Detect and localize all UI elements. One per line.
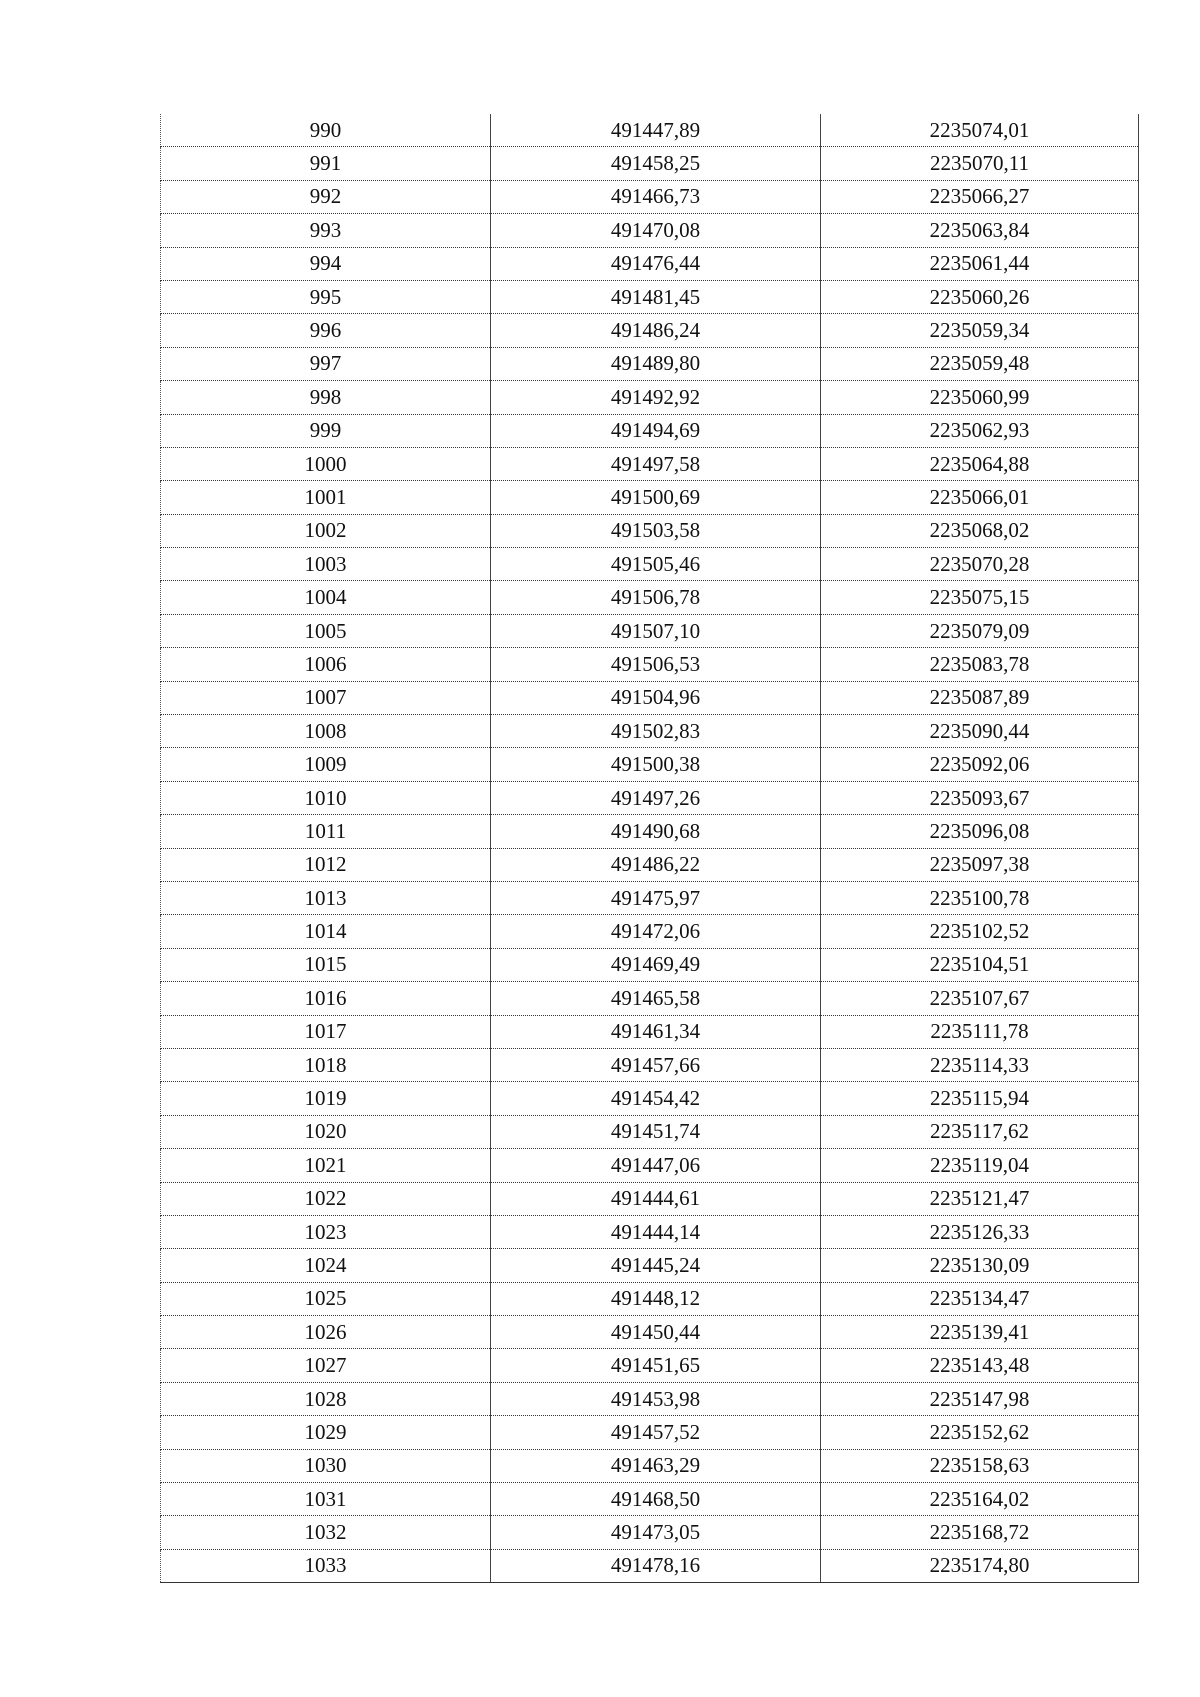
y-coordinate-cell: 2235130,09 — [821, 1249, 1139, 1282]
table-row — [161, 915, 1139, 948]
x-coordinate-cell: 491448,12 — [491, 1282, 821, 1315]
point-number-cell: 1017 — [161, 1015, 491, 1048]
y-coordinate-cell: 2235093,67 — [821, 781, 1139, 814]
point-number-cell: 1026 — [161, 1316, 491, 1349]
point-number-cell: 1004 — [161, 581, 491, 614]
point-number-cell: 1001 — [161, 481, 491, 514]
table-row — [161, 481, 1139, 514]
y-coordinate-cell: 2235064,88 — [821, 447, 1139, 480]
point-number-cell: 996 — [161, 314, 491, 347]
table-row — [161, 1115, 1139, 1148]
point-number-cell: 1007 — [161, 681, 491, 714]
x-coordinate-cell: 491473,05 — [491, 1516, 821, 1549]
table-row — [161, 1249, 1139, 1282]
table-row — [161, 147, 1139, 180]
table-row — [161, 1015, 1139, 1048]
coordinates-table-body — [161, 114, 1139, 1583]
table-row — [161, 180, 1139, 213]
y-coordinate-cell: 2235117,62 — [821, 1115, 1139, 1148]
y-coordinate-cell: 2235060,99 — [821, 381, 1139, 414]
x-coordinate-cell: 491463,29 — [491, 1449, 821, 1482]
table-row — [161, 948, 1139, 981]
x-coordinate-cell: 491458,25 — [491, 147, 821, 180]
x-coordinate-cell: 491475,97 — [491, 881, 821, 914]
x-coordinate-cell: 491505,46 — [491, 548, 821, 581]
y-coordinate-cell: 2235126,33 — [821, 1215, 1139, 1248]
x-coordinate-cell: 491481,45 — [491, 280, 821, 313]
table-row — [161, 314, 1139, 347]
y-coordinate-cell: 2235158,63 — [821, 1449, 1139, 1482]
y-coordinate-cell: 2235075,15 — [821, 581, 1139, 614]
table-row — [161, 347, 1139, 380]
y-coordinate-cell: 2235068,02 — [821, 514, 1139, 547]
table-row — [161, 781, 1139, 814]
y-coordinate-cell: 2235111,78 — [821, 1015, 1139, 1048]
y-coordinate-cell: 2235174,80 — [821, 1549, 1139, 1582]
table-row — [161, 1316, 1139, 1349]
point-number-cell: 1000 — [161, 447, 491, 480]
x-coordinate-cell: 491451,65 — [491, 1349, 821, 1382]
table-row — [161, 815, 1139, 848]
y-coordinate-cell: 2235062,93 — [821, 414, 1139, 447]
y-coordinate-cell: 2235143,48 — [821, 1349, 1139, 1382]
point-number-cell: 1019 — [161, 1082, 491, 1115]
point-number-cell: 1032 — [161, 1516, 491, 1549]
y-coordinate-cell: 2235083,78 — [821, 648, 1139, 681]
x-coordinate-cell: 491500,69 — [491, 481, 821, 514]
y-coordinate-cell: 2235092,06 — [821, 748, 1139, 781]
table-row — [161, 581, 1139, 614]
x-coordinate-cell: 491489,80 — [491, 347, 821, 380]
x-coordinate-cell: 491507,10 — [491, 614, 821, 647]
table-row — [161, 1349, 1139, 1382]
point-number-cell: 1005 — [161, 614, 491, 647]
table-row — [161, 114, 1139, 147]
table-row — [161, 614, 1139, 647]
y-coordinate-cell: 2235087,89 — [821, 681, 1139, 714]
y-coordinate-cell: 2235115,94 — [821, 1082, 1139, 1115]
y-coordinate-cell: 2235114,33 — [821, 1048, 1139, 1081]
point-number-cell: 1031 — [161, 1483, 491, 1516]
table-row — [161, 715, 1139, 748]
point-number-cell: 1010 — [161, 781, 491, 814]
table-row — [161, 1082, 1139, 1115]
point-number-cell: 992 — [161, 180, 491, 213]
x-coordinate-cell: 491447,06 — [491, 1149, 821, 1182]
table-row — [161, 648, 1139, 681]
x-coordinate-cell: 491468,50 — [491, 1483, 821, 1516]
y-coordinate-cell: 2235097,38 — [821, 848, 1139, 881]
x-coordinate-cell: 491506,78 — [491, 581, 821, 614]
point-number-cell: 991 — [161, 147, 491, 180]
y-coordinate-cell: 2235164,02 — [821, 1483, 1139, 1516]
y-coordinate-cell: 2235074,01 — [821, 114, 1139, 147]
point-number-cell: 1002 — [161, 514, 491, 547]
x-coordinate-cell: 491465,58 — [491, 982, 821, 1015]
x-coordinate-cell: 491470,08 — [491, 214, 821, 247]
point-number-cell: 1012 — [161, 848, 491, 881]
table-row — [161, 1416, 1139, 1449]
table-row — [161, 1282, 1139, 1315]
y-coordinate-cell: 2235107,67 — [821, 982, 1139, 1015]
point-number-cell: 1027 — [161, 1349, 491, 1382]
table-row — [161, 681, 1139, 714]
point-number-cell: 1014 — [161, 915, 491, 948]
point-number-cell: 998 — [161, 381, 491, 414]
y-coordinate-cell: 2235079,09 — [821, 614, 1139, 647]
y-coordinate-cell: 2235096,08 — [821, 815, 1139, 848]
x-coordinate-cell: 491492,92 — [491, 381, 821, 414]
x-coordinate-cell: 491497,58 — [491, 447, 821, 480]
x-coordinate-cell: 491476,44 — [491, 247, 821, 280]
point-number-cell: 1024 — [161, 1249, 491, 1282]
y-coordinate-cell: 2235066,01 — [821, 481, 1139, 514]
point-number-cell: 1006 — [161, 648, 491, 681]
y-coordinate-cell: 2235147,98 — [821, 1382, 1139, 1415]
point-number-cell: 1003 — [161, 548, 491, 581]
x-coordinate-cell: 491478,16 — [491, 1549, 821, 1582]
x-coordinate-cell: 491457,66 — [491, 1048, 821, 1081]
y-coordinate-cell: 2235168,72 — [821, 1516, 1139, 1549]
point-number-cell: 1020 — [161, 1115, 491, 1148]
table-row — [161, 1182, 1139, 1215]
x-coordinate-cell: 491454,42 — [491, 1082, 821, 1115]
x-coordinate-cell: 491469,49 — [491, 948, 821, 981]
point-number-cell: 995 — [161, 280, 491, 313]
x-coordinate-cell: 491466,73 — [491, 180, 821, 213]
point-number-cell: 1016 — [161, 982, 491, 1015]
x-coordinate-cell: 491490,68 — [491, 815, 821, 848]
x-coordinate-cell: 491502,83 — [491, 715, 821, 748]
table-row — [161, 1549, 1139, 1582]
table-row — [161, 280, 1139, 313]
point-number-cell: 1022 — [161, 1182, 491, 1215]
point-number-cell: 1033 — [161, 1549, 491, 1582]
y-coordinate-cell: 2235134,47 — [821, 1282, 1139, 1315]
table-row — [161, 548, 1139, 581]
x-coordinate-cell: 491494,69 — [491, 414, 821, 447]
x-coordinate-cell: 491506,53 — [491, 648, 821, 681]
table-row — [161, 748, 1139, 781]
x-coordinate-cell: 491451,74 — [491, 1115, 821, 1148]
y-coordinate-cell: 2235139,41 — [821, 1316, 1139, 1349]
point-number-cell: 1018 — [161, 1048, 491, 1081]
x-coordinate-cell: 491450,44 — [491, 1316, 821, 1349]
x-coordinate-cell: 491486,24 — [491, 314, 821, 347]
y-coordinate-cell: 2235066,27 — [821, 180, 1139, 213]
point-number-cell: 999 — [161, 414, 491, 447]
table-row — [161, 214, 1139, 247]
x-coordinate-cell: 491444,14 — [491, 1215, 821, 1248]
point-number-cell: 1029 — [161, 1416, 491, 1449]
coordinates-table — [160, 114, 1139, 1583]
point-number-cell: 1015 — [161, 948, 491, 981]
x-coordinate-cell: 491444,61 — [491, 1182, 821, 1215]
x-coordinate-cell: 491500,38 — [491, 748, 821, 781]
y-coordinate-cell: 2235070,28 — [821, 548, 1139, 581]
x-coordinate-cell: 491504,96 — [491, 681, 821, 714]
point-number-cell: 993 — [161, 214, 491, 247]
table-row — [161, 447, 1139, 480]
x-coordinate-cell: 491497,26 — [491, 781, 821, 814]
point-number-cell: 1013 — [161, 881, 491, 914]
table-row — [161, 381, 1139, 414]
x-coordinate-cell: 491453,98 — [491, 1382, 821, 1415]
table-row — [161, 1516, 1139, 1549]
x-coordinate-cell: 491472,06 — [491, 915, 821, 948]
x-coordinate-cell: 491503,58 — [491, 514, 821, 547]
x-coordinate-cell: 491457,52 — [491, 1416, 821, 1449]
y-coordinate-cell: 2235090,44 — [821, 715, 1139, 748]
point-number-cell: 1028 — [161, 1382, 491, 1415]
table-row — [161, 982, 1139, 1015]
point-number-cell: 994 — [161, 247, 491, 280]
table-row — [161, 414, 1139, 447]
point-number-cell: 1030 — [161, 1449, 491, 1482]
point-number-cell: 990 — [161, 114, 491, 147]
y-coordinate-cell: 2235059,34 — [821, 314, 1139, 347]
y-coordinate-cell: 2235059,48 — [821, 347, 1139, 380]
table-row — [161, 1048, 1139, 1081]
table-row — [161, 1149, 1139, 1182]
point-number-cell: 1021 — [161, 1149, 491, 1182]
table-row — [161, 514, 1139, 547]
y-coordinate-cell: 2235070,11 — [821, 147, 1139, 180]
table-row — [161, 881, 1139, 914]
y-coordinate-cell: 2235102,52 — [821, 915, 1139, 948]
y-coordinate-cell: 2235060,26 — [821, 280, 1139, 313]
y-coordinate-cell: 2235063,84 — [821, 214, 1139, 247]
table-row — [161, 247, 1139, 280]
point-number-cell: 1023 — [161, 1215, 491, 1248]
point-number-cell: 1009 — [161, 748, 491, 781]
point-number-cell: 997 — [161, 347, 491, 380]
y-coordinate-cell: 2235100,78 — [821, 881, 1139, 914]
point-number-cell: 1025 — [161, 1282, 491, 1315]
y-coordinate-cell: 2235119,04 — [821, 1149, 1139, 1182]
y-coordinate-cell: 2235104,51 — [821, 948, 1139, 981]
x-coordinate-cell: 491486,22 — [491, 848, 821, 881]
y-coordinate-cell: 2235121,47 — [821, 1182, 1139, 1215]
point-number-cell: 1011 — [161, 815, 491, 848]
table-row — [161, 848, 1139, 881]
table-row — [161, 1449, 1139, 1482]
y-coordinate-cell: 2235152,62 — [821, 1416, 1139, 1449]
x-coordinate-cell: 491461,34 — [491, 1015, 821, 1048]
y-coordinate-cell: 2235061,44 — [821, 247, 1139, 280]
x-coordinate-cell: 491447,89 — [491, 114, 821, 147]
table-row — [161, 1215, 1139, 1248]
x-coordinate-cell: 491445,24 — [491, 1249, 821, 1282]
table-row — [161, 1483, 1139, 1516]
point-number-cell: 1008 — [161, 715, 491, 748]
table-row — [161, 1382, 1139, 1415]
